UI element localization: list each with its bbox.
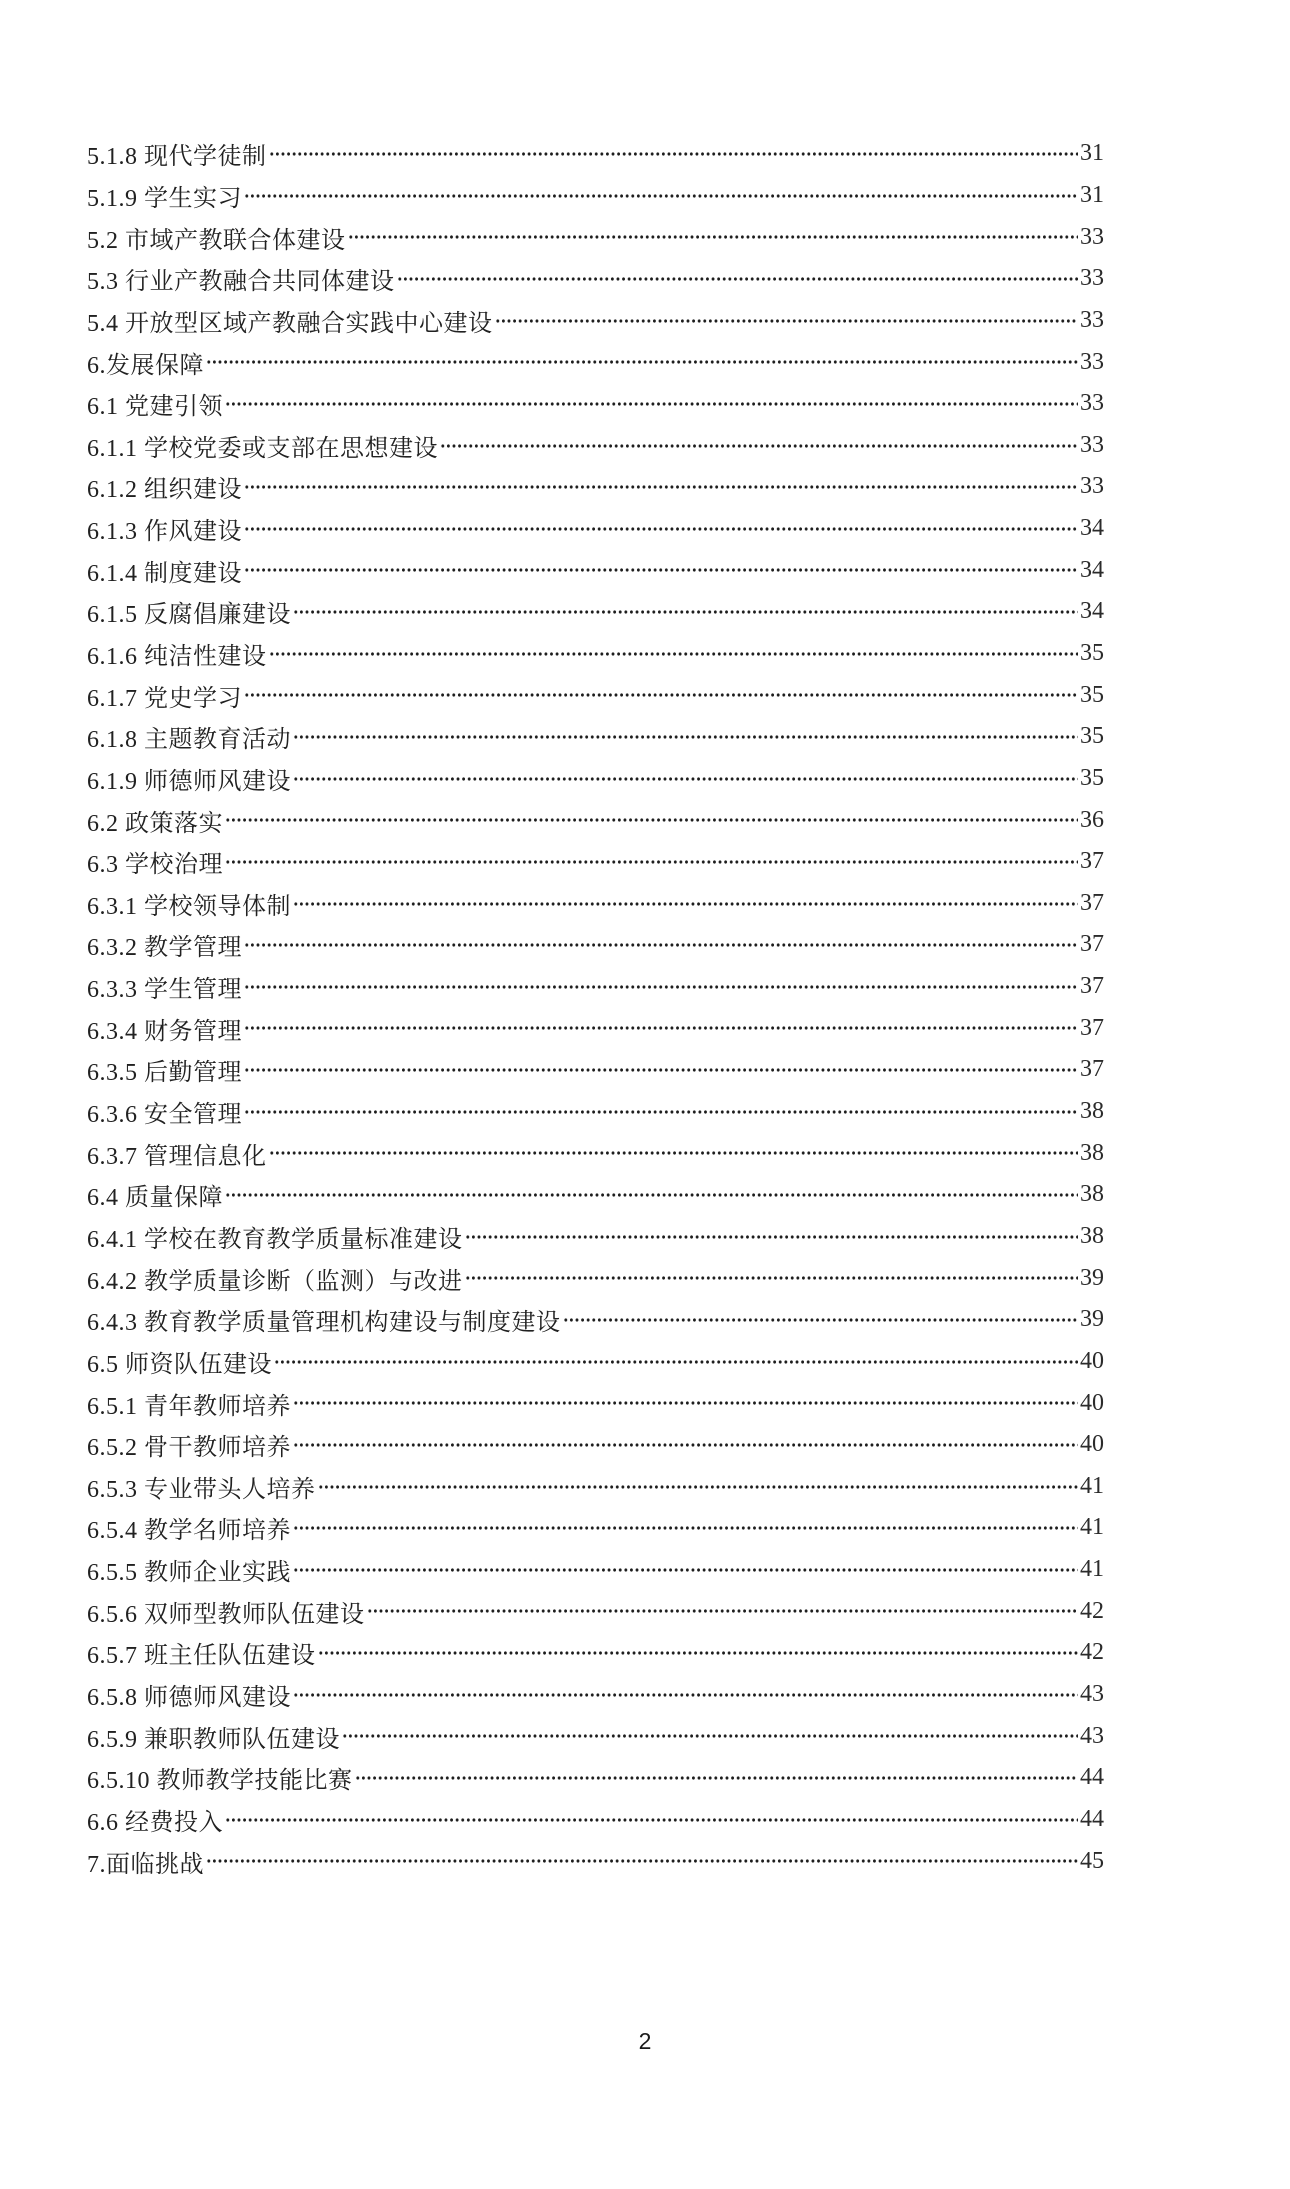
toc-entry[interactable] [87,1507,1104,1549]
toc-entry-page: 40 [1080,1431,1104,1458]
dot-leader [244,508,1078,550]
toc-entry[interactable] [87,1674,1104,1716]
toc-entry[interactable] [87,1091,1104,1133]
toc-entry[interactable] [87,1632,1104,1674]
toc-entry-page: 35 [1080,681,1104,708]
dot-leader [293,1507,1078,1549]
dot-leader [244,924,1078,966]
toc-entry-page: 33 [1080,306,1104,333]
toc-entry-page: 39 [1080,1306,1104,1333]
dot-leader [293,591,1078,633]
dot-leader [318,1466,1079,1508]
toc-entry-label: 6.5 师资队伍建设 [87,1351,272,1378]
dot-leader [244,549,1078,591]
dot-leader [293,758,1078,800]
dot-leader [244,175,1078,217]
toc-entry-label: 5.2 市域产教联合体建设 [87,227,346,254]
toc-entry-page: 37 [1080,1056,1104,1083]
toc-entry[interactable] [87,716,1104,758]
dot-leader [225,383,1078,425]
toc-entry-label: 6.1.5 反腐倡廉建设 [87,602,291,629]
toc-entry-label: 6.5.7 班主任队伍建设 [87,1643,316,1670]
dot-leader [465,1257,1079,1299]
toc-entry-page: 41 [1080,1472,1104,1499]
toc-entry[interactable] [87,175,1104,217]
toc-entry-page: 31 [1080,181,1104,208]
toc-entry-page: 35 [1080,723,1104,750]
dot-leader [440,424,1078,466]
toc-entry-page: 44 [1080,1805,1104,1832]
toc-entry[interactable] [87,1590,1104,1632]
toc-entry-label: 6.1.6 纯洁性建设 [87,644,267,670]
dot-leader [293,1382,1078,1424]
toc-entry-page: 40 [1080,1389,1104,1416]
toc-entry[interactable] [87,966,1104,1008]
dot-leader [269,1132,1079,1174]
toc-entry[interactable] [87,508,1104,550]
toc-entry[interactable] [87,258,1104,300]
toc-entry[interactable] [87,1466,1104,1508]
dot-leader [206,341,1078,383]
toc-entry[interactable] [87,1341,1104,1383]
toc-entry-label: 6.3.6 安全管理 [87,1102,242,1129]
toc-entry-page: 38 [1080,1098,1104,1125]
toc-entry-label: 6.5.5 教师企业实践 [87,1560,291,1587]
dot-leader [293,1674,1078,1716]
toc-entry[interactable] [87,216,1104,258]
toc-entry-page: 35 [1080,764,1104,791]
dot-leader [244,966,1078,1008]
dot-leader [225,841,1078,883]
toc-entry[interactable] [87,591,1104,633]
toc-entry-label: 6.1 党建引领 [87,394,223,421]
toc-entry[interactable] [87,549,1104,591]
toc-entry-page: 37 [1080,848,1104,875]
toc-entry-label: 6.1.1 学校党委或支部在思想建设 [87,435,438,462]
toc-entry-page: 33 [1080,348,1104,375]
toc-entry-label: 6.3.2 教学管理 [87,935,242,962]
toc-entry[interactable] [87,1840,1104,1882]
toc-entry[interactable] [87,1757,1104,1799]
dot-leader [225,1799,1078,1841]
toc-entry-label: 6.3.4 财务管理 [87,1018,242,1045]
toc-entry-label: 6.3.7 管理信息化 [87,1143,267,1170]
footer-page-number: 2 [638,2028,652,2054]
dot-leader [244,674,1078,716]
toc-entry-label: 6.1.3 作风建设 [87,519,242,546]
toc-entry[interactable] [87,1049,1104,1091]
dot-leader [293,1424,1078,1466]
toc-entry-label: 6.5.4 教学名师培养 [87,1518,291,1545]
toc-entry-label: 6.5.9 兼职教师队伍建设 [87,1726,340,1753]
toc-entry-label: 6.5.1 青年教师培养 [87,1393,291,1420]
toc-entry[interactable] [87,674,1104,716]
dot-leader [367,1590,1079,1632]
dot-leader [495,300,1079,342]
toc-entry-page: 38 [1080,1139,1104,1166]
toc-entry-label: 6.5.3 专业带头人培养 [87,1476,316,1503]
toc-entry[interactable] [87,1382,1104,1424]
toc-entry-page: 37 [1080,931,1104,958]
toc-entry-label: 6.5.6 双师型教师队伍建设 [87,1601,365,1628]
dot-leader [274,1341,1078,1383]
toc-entry[interactable] [87,1216,1104,1258]
toc-entry[interactable] [87,1257,1104,1299]
toc-list [87,133,1104,1882]
toc-entry-page: 43 [1080,1681,1104,1708]
toc-entry-page: 34 [1080,598,1104,625]
dot-leader [563,1299,1079,1341]
dot-leader [244,1049,1078,1091]
toc-entry-page: 33 [1080,431,1104,458]
toc-entry-page: 33 [1080,390,1104,417]
toc-entry-page: 43 [1080,1722,1104,1749]
toc-entry-label: 6.1.2 组织建设 [87,477,242,504]
toc-entry-page: 45 [1080,1847,1104,1874]
toc-entry[interactable] [87,1715,1104,1757]
toc-entry[interactable] [87,300,1104,342]
toc-entry-page: 37 [1080,973,1104,1000]
dot-leader [244,1091,1078,1133]
toc-entry-page: 34 [1080,515,1104,542]
toc-entry-label: 6.6 经费投入 [87,1809,223,1836]
toc-entry[interactable] [87,1549,1104,1591]
toc-entry-page: 41 [1080,1514,1104,1541]
toc-entry-page: 38 [1080,1181,1104,1208]
dot-leader [269,133,1079,175]
toc-entry-label: 6.3 学校治理 [87,852,223,879]
dot-leader [293,883,1078,925]
toc-entry-page: 38 [1080,1222,1104,1249]
dot-leader [465,1216,1079,1258]
toc-entry-label: 6.4 质量保障 [87,1185,223,1212]
toc-entry-page: 36 [1080,806,1104,833]
toc-entry-label: 6.3.5 后勤管理 [87,1060,242,1087]
toc-entry-page: 33 [1080,265,1104,292]
toc-entry-label: 6.5.10 教师教学技能比赛 [87,1768,353,1795]
dot-leader [269,633,1079,675]
toc-entry[interactable] [87,383,1104,425]
toc-entry-label: 6.4.3 教育教学质量管理机构建设与制度建设 [87,1310,561,1337]
toc-entry-label: 6.5.2 骨干教师培养 [87,1435,291,1462]
toc-entry[interactable] [87,758,1104,800]
toc-entry[interactable] [87,1424,1104,1466]
toc-entry-label: 5.3 行业产教融合共同体建设 [87,269,395,296]
toc-entry-page: 44 [1080,1764,1104,1791]
dot-leader [318,1632,1079,1674]
dot-leader [355,1757,1079,1799]
toc-entry-label: 6.1.9 师德师风建设 [87,768,291,795]
toc-entry-page: 37 [1080,889,1104,916]
dot-leader [397,258,1079,300]
toc-entry[interactable] [87,924,1104,966]
toc-entry-label: 6.1.8 主题教育活动 [87,727,291,754]
dot-leader [293,716,1078,758]
toc-entry-label: 6.1.7 党史学习 [87,685,242,712]
toc-entry[interactable] [87,424,1104,466]
dot-leader [348,216,1079,258]
toc-entry-label: 6.发展保障 [87,352,204,379]
toc-entry-page: 40 [1080,1347,1104,1374]
dot-leader [206,1840,1078,1882]
toc-entry-page: 31 [1080,140,1104,167]
toc-entry[interactable] [87,633,1104,675]
toc-entry[interactable] [87,341,1104,383]
dot-leader [342,1715,1078,1757]
toc-entry-label: 6.3.1 学校领导体制 [87,893,291,920]
toc-entry[interactable] [87,1007,1104,1049]
toc-entry-page: 41 [1080,1556,1104,1583]
toc-entry-label: 6.5.8 师德师风建设 [87,1685,291,1712]
toc-entry-page: 39 [1080,1264,1104,1291]
toc-entry-page: 35 [1080,640,1104,666]
toc-entry-page: 42 [1080,1597,1104,1624]
toc-entry-label: 5.4 开放型区域产教融合实践中心建设 [87,310,493,337]
toc-entry-label: 6.4.1 学校在教育教学质量标准建设 [87,1226,463,1253]
toc-entry-page: 33 [1080,473,1104,500]
toc-entry-label: 7.面临挑战 [87,1851,204,1878]
dot-leader [225,799,1078,841]
toc-entry-label: 6.4.2 教学质量诊断（监测）与改进 [87,1268,463,1295]
toc-entry-label: 6.2 政策落实 [87,810,223,837]
toc-entry[interactable] [87,1299,1104,1341]
toc-entry[interactable] [87,1174,1104,1216]
toc-entry[interactable] [87,1799,1104,1841]
toc-entry[interactable] [87,133,1104,175]
toc-entry[interactable] [87,883,1104,925]
toc-entry-label: 5.1.8 现代学徒制 [87,144,267,171]
dot-leader [244,466,1078,508]
dot-leader [293,1549,1078,1591]
toc-entry-page: 37 [1080,1014,1104,1041]
dot-leader [225,1174,1078,1216]
toc-entry-page: 33 [1080,223,1104,250]
dot-leader [244,1007,1078,1049]
toc-entry-label: 6.1.4 制度建设 [87,560,242,587]
toc-entry[interactable] [87,841,1104,883]
toc-entry[interactable] [87,466,1104,508]
toc-entry-page: 34 [1080,556,1104,583]
toc-entry[interactable] [87,799,1104,841]
toc-entry-label: 6.3.3 学生管理 [87,977,242,1004]
toc-entry-label: 5.1.9 学生实习 [87,185,242,212]
toc-entry-page: 42 [1080,1639,1104,1666]
toc-entry[interactable] [87,1132,1104,1174]
